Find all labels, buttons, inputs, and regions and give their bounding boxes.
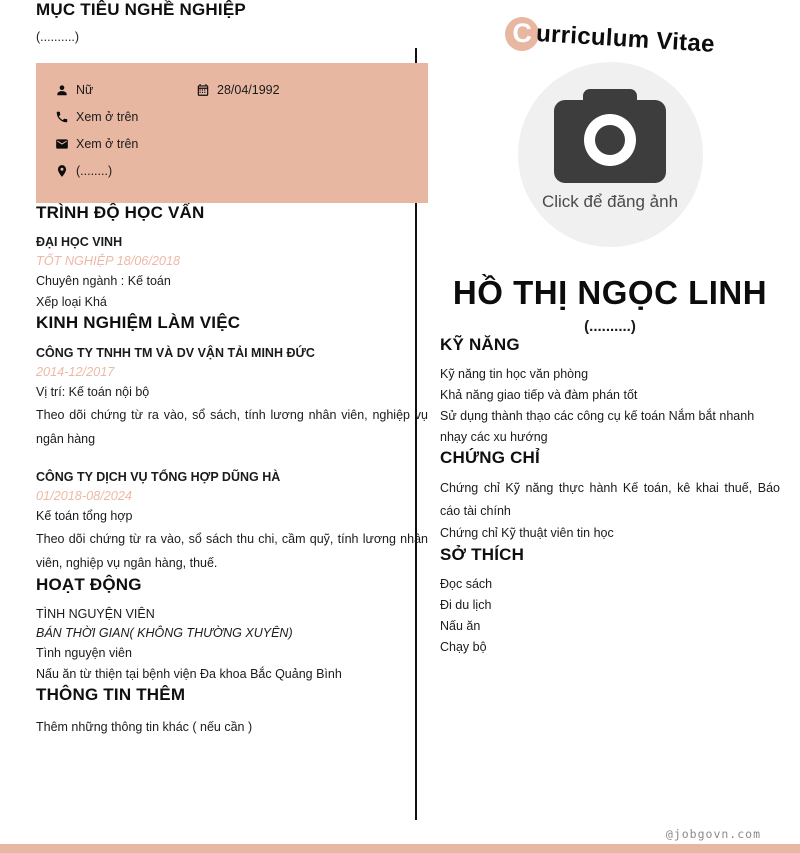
skills-section-title: KỸ NĂNG (440, 335, 520, 354)
gender-cell (55, 83, 196, 97)
additional-section-title: THÔNG TIN THÊM (36, 685, 186, 704)
hobby-item: Đi du lịch (440, 597, 492, 612)
job-date: 2014-12/2017 (36, 365, 115, 379)
job-description: Theo dõi chứng từ ra vào, sổ sách thu chi, cầm quỹ, tính lương nhân viên, nghiệp vụ ngân hàng, thuế. (36, 532, 428, 570)
email-cell (55, 137, 138, 151)
activity-description: Nấu ăn từ thiện tại bệnh viện Đa khoa Bắc Quảng Bình (36, 667, 342, 681)
job-role: Vị trí: Kế toán nội bộ (36, 385, 150, 399)
info-row-email (55, 130, 428, 157)
address-value: (........) (76, 163, 113, 178)
left-column (36, 0, 428, 737)
certificate-item: Chứng chỉ Kỹ năng thực hành Kế toán, kê khai thuế, Báo cáo tài chính (440, 481, 780, 518)
certificates-section-title: CHỨNG CHỈ (440, 448, 540, 467)
info-row-gender-birthday (55, 76, 428, 103)
logo-text: urriculum Vitae (535, 20, 716, 58)
calendar-icon (196, 83, 210, 97)
right-column (416, 0, 800, 658)
activities-section-title: HOẠT ĐỘNG (36, 575, 142, 594)
hobbies-section-title: SỞ THÍCH (440, 544, 525, 564)
education-section-title: TRÌNH ĐỘ HỌC VẤN (36, 203, 205, 222)
location-pin-icon (55, 164, 69, 178)
photo-upload-area[interactable] (518, 62, 703, 247)
additional-content: Thêm những thông tin khác ( nếu cần ) (36, 720, 253, 734)
education-entry (36, 233, 428, 313)
info-row-address (55, 157, 428, 184)
photo-upload-label: Click để đăng ảnh (541, 192, 679, 211)
activity-organization: TÌNH NGUYỆN VIÊN (36, 607, 155, 621)
education-date: TỐT NGHIỆP 18/06/2018 (36, 254, 181, 268)
person-icon (55, 83, 69, 97)
phone-icon (55, 110, 69, 124)
activity-time: BÁN THỜI GIAN( KHÔNG THƯỜNG XUYÊN) (36, 626, 293, 640)
job-company: CÔNG TY TNHH TM VÀ DV VẬN TẢI MINH ĐỨC (36, 346, 315, 360)
education-major: Chuyên ngành : Kế toán (36, 274, 171, 288)
experience-job-2 (36, 468, 428, 575)
skill-item: Khả năng giao tiếp và đàm phán tốt (440, 388, 638, 402)
experience-section-title: KINH NGHIỆM LÀM VIỆC (36, 313, 241, 332)
camera-icon (554, 89, 666, 185)
envelope-icon (55, 137, 69, 151)
phone-cell (55, 110, 138, 124)
gender-value: Nữ (76, 82, 94, 97)
cv-logo (440, 14, 780, 58)
candidate-name: HỒ THỊ NGỌC LINH (452, 274, 768, 311)
phone-value: Xem ở trên (76, 109, 139, 124)
personal-info-box (36, 63, 428, 203)
hobby-item: Đọc sách (440, 576, 493, 591)
job-description: Theo dõi chứng từ ra vào, sổ sách, tính lương nhân viên, nghiệp vụ ngân hàng (36, 408, 428, 446)
skill-item: Sử dụng thành thạo các công cụ kế toán Nắm bắt nhanh nhạy các xu hướng (440, 409, 755, 444)
job-company: CÔNG TY DỊCH VỤ TỔNG HỢP DŨNG HÀ (36, 470, 281, 484)
objective-placeholder-text: (..........) (36, 30, 80, 44)
birthday-value: 28/04/1992 (217, 82, 280, 97)
job-role: Kế toán tổng hợp (36, 509, 133, 523)
footer-accent-bar (0, 844, 800, 853)
hobby-item: Chạy bộ (440, 639, 487, 654)
logo-c-badge: C (505, 17, 539, 51)
address-cell (55, 164, 112, 178)
skill-item: Kỹ năng tin học văn phòng (440, 367, 589, 381)
job-date: 01/2018-08/2024 (36, 489, 132, 503)
hobby-item: Nấu ăn (440, 618, 481, 633)
objective-section-title: MỤC TIÊU NGHỀ NGHIỆP (36, 0, 246, 19)
candidate-name-note: (..........) (584, 318, 636, 335)
email-value: Xem ở trên (76, 136, 139, 151)
certificate-item: Chứng chỉ Kỹ thuật viên tin học (440, 526, 614, 540)
education-rank: Xếp loại Khá (36, 295, 107, 309)
activity-role: Tình nguyện viên (36, 646, 132, 660)
education-school: ĐẠI HỌC VINH (36, 235, 123, 249)
info-row-phone (55, 103, 428, 130)
experience-job-1 (36, 344, 428, 451)
activities-entry (36, 605, 428, 685)
site-credit: @jobgovn.com (665, 827, 761, 841)
birthday-cell (196, 83, 280, 97)
